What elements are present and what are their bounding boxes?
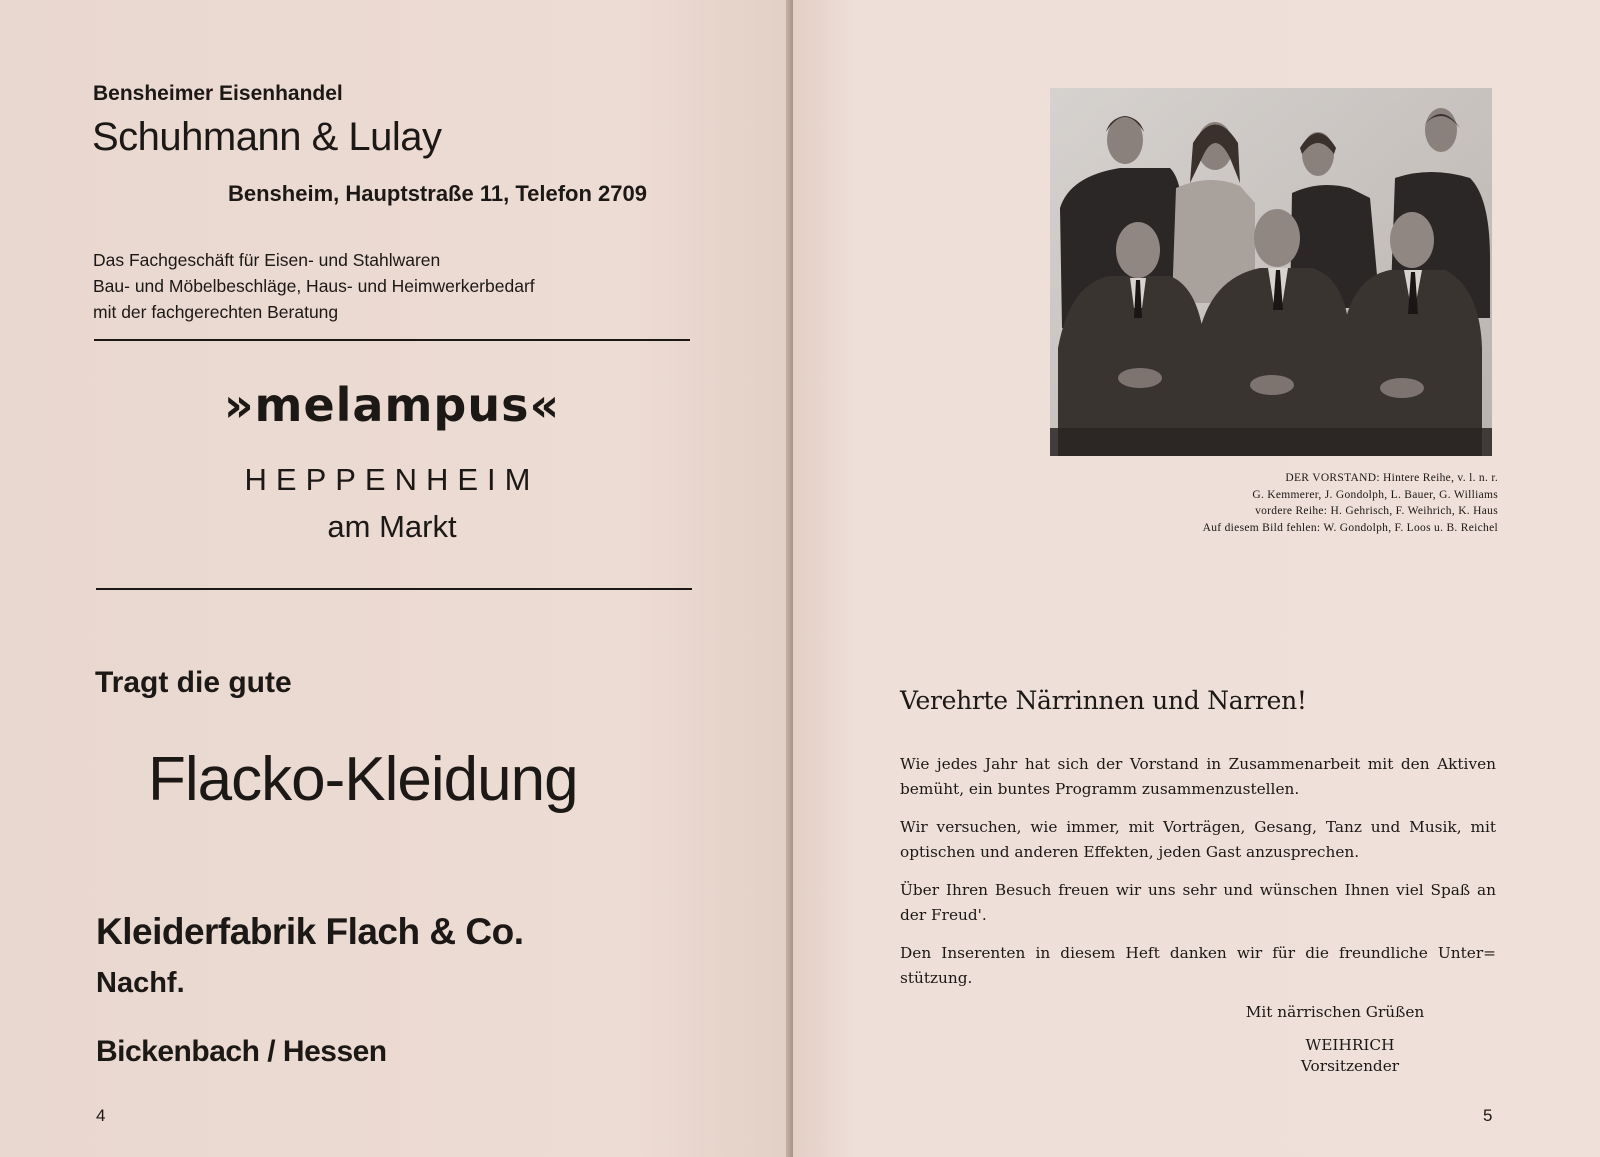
ad1-address: Bensheim, Hauptstraße 11, Telefon 2709	[228, 181, 647, 206]
letter-closing: Mit närrischen Grüßen	[1245, 1003, 1425, 1021]
ad3-kicker: Tragt die gute	[95, 666, 292, 699]
board-group-photo	[1050, 88, 1492, 456]
ad1-kicker: Bensheimer Eisenhandel	[93, 82, 343, 105]
ad2-city: HEPPENHEIM	[244, 462, 540, 497]
letter-paragraph: Wie jedes Jahr hat sich der Vorstand in Zusammenarbeit mit den Aktiven bemüht, ein buntes Programm zusammenzustellen.	[900, 755, 1496, 798]
signature-name: WEIHRICH	[1305, 1036, 1395, 1054]
left-page	[0, 0, 793, 1157]
caption-line: DER VORSTAND: Hintere Reihe, v. l. n. r.	[1285, 472, 1498, 484]
ad1-description	[93, 247, 535, 325]
caption-line: vordere Reihe: H. Gehrisch, F. Weihrich, K. Haus	[1255, 505, 1498, 517]
letter-paragraph: Den Inserenten in diesem Heft danken wir für die freundliche Unter= stützung.	[900, 944, 1496, 987]
greeting-title: Verehrte Närrinnen und Narren!	[900, 686, 1307, 715]
ad2-brand: »melampus«	[223, 378, 561, 432]
ad1-description-line: Das Fachgeschäft für Eisen- und Stahlwaren	[93, 250, 441, 270]
letter-paragraph: Wir versuchen, wie immer, mit Vorträgen, Gesang, Tanz und Musik, mit optischen und anderen Effekten, jeden Gast anzusprechen.	[900, 818, 1496, 861]
signature-title: Vorsitzender	[1300, 1057, 1400, 1075]
ad1-description-line: Bau- und Möbelbeschläge, Haus- und Heimwerkerbedarf	[93, 276, 535, 296]
letter-paragraph: Über Ihren Besuch freuen wir uns sehr und wünschen Ihnen viel Spaß an der Freud'.	[900, 881, 1496, 924]
ad2-place: am Markt	[327, 509, 457, 544]
letter-signature	[1270, 1035, 1430, 1077]
ad3-company-suffix: Nachf.	[96, 967, 185, 999]
photo-caption	[1080, 470, 1498, 536]
caption-line: G. Kemmerer, J. Gondolph, L. Bauer, G. Williams	[1252, 488, 1498, 501]
caption-line: Auf diesem Bild fehlen: W. Gondolph, F. Loos u. B. Reichel	[1202, 521, 1498, 534]
ad1-business-name: Schuhmann & Lulay	[92, 115, 442, 159]
ad1-description-line: mit der fachgerechten Beratung	[93, 302, 339, 322]
greeting-letter	[900, 752, 1496, 1004]
ad3-location: Bickenbach / Hessen	[96, 1035, 387, 1068]
ad3-brand: Flacko-Kleidung	[148, 745, 578, 814]
divider	[94, 339, 690, 341]
page-number: 4	[96, 1106, 106, 1125]
divider	[96, 588, 692, 590]
ad3-company: Kleiderfabrik Flach & Co.	[96, 911, 524, 952]
page-number: 5	[1483, 1106, 1493, 1125]
